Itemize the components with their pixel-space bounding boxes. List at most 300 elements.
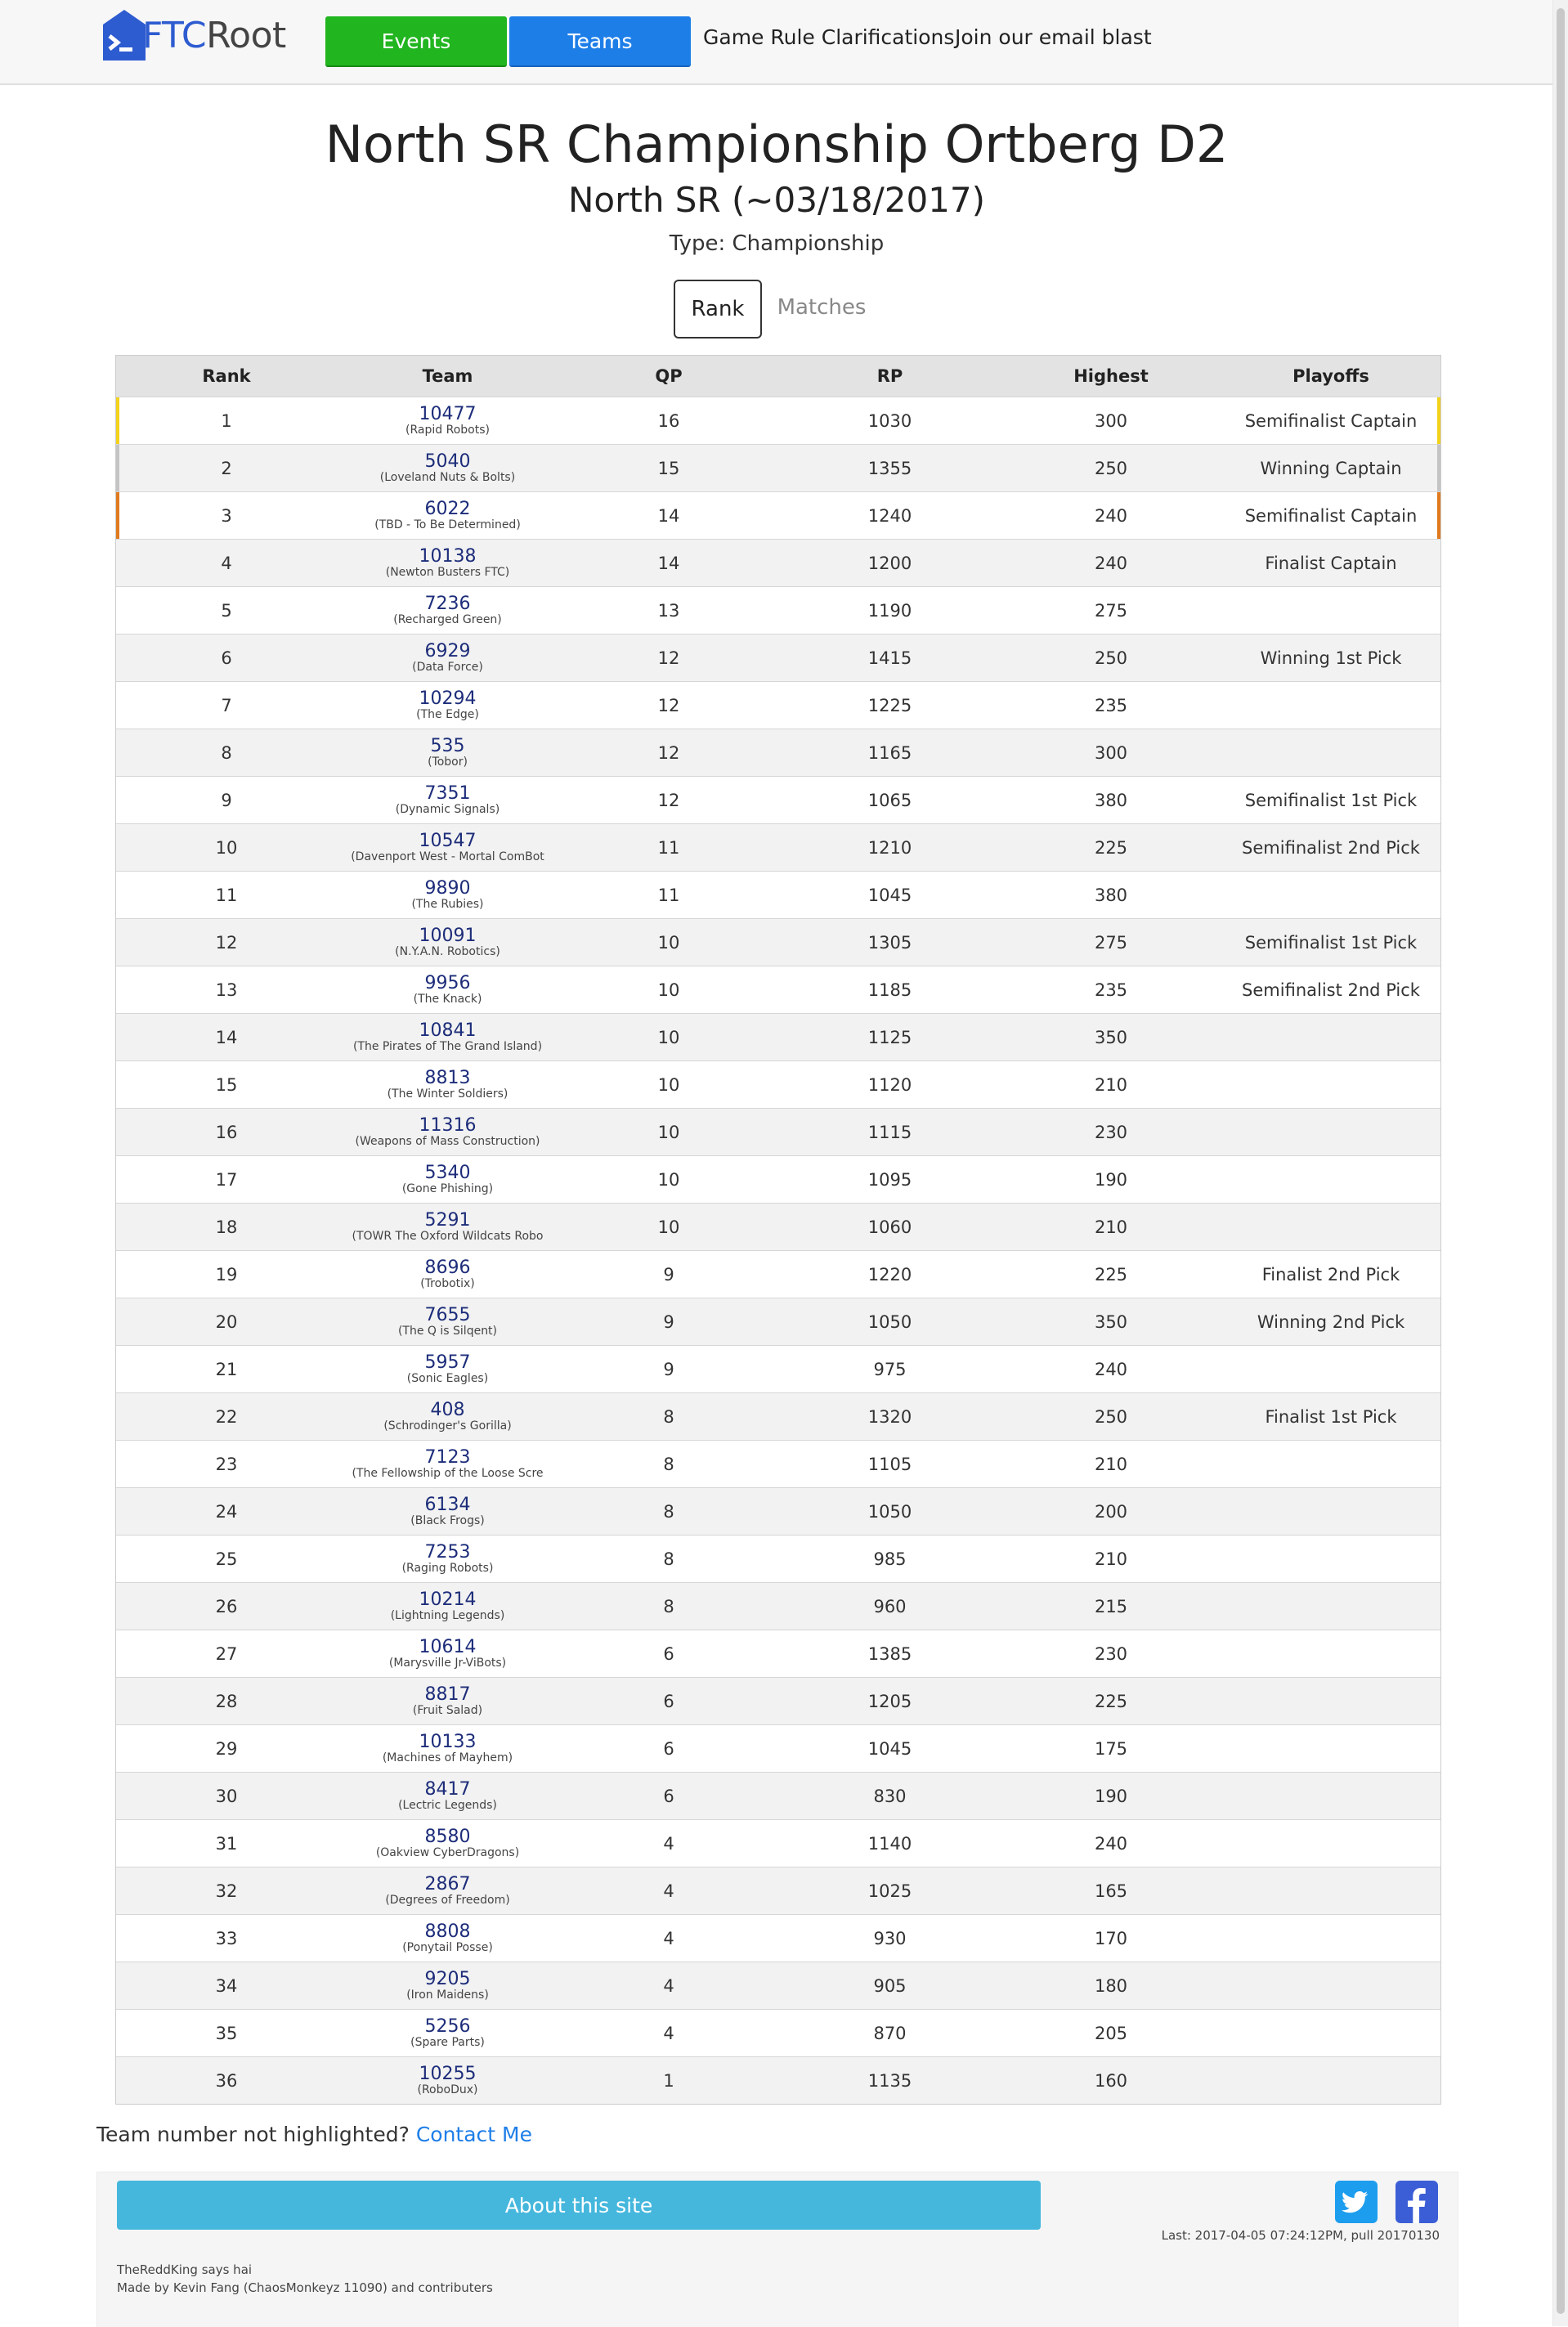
team-name: (Oakview CyberDragons)	[375, 1845, 520, 1859]
team-name: (Rapid Robots)	[405, 423, 490, 437]
highest-cell: 190	[1094, 1169, 1128, 1190]
highest-cell: 210	[1094, 1217, 1128, 1237]
team-number-link[interactable]: 5957	[424, 1353, 471, 1373]
rp-cell: 975	[873, 1359, 907, 1379]
team-name: (The Fellowship of the Loose Scre	[352, 1466, 544, 1480]
rank-cell: 11	[215, 885, 238, 905]
rp-cell: 1050	[867, 1501, 912, 1522]
rp-cell: 1135	[867, 2070, 912, 2091]
rp-cell: 1105	[867, 1454, 912, 1474]
rank-cell: 17	[215, 1169, 238, 1190]
table-row	[116, 1772, 1440, 1819]
rank-cell: 9	[221, 790, 232, 810]
table-body	[116, 397, 1440, 2104]
rp-cell: 985	[873, 1549, 907, 1569]
team-cell	[337, 2018, 558, 2049]
rank-cell: 28	[215, 1691, 238, 1711]
team-name: (Marysville Jr-ViBots)	[388, 1656, 507, 1670]
team-name: (Raging Robots)	[401, 1561, 494, 1575]
highest-cell: 250	[1094, 648, 1128, 668]
rank-cell: 5	[221, 600, 232, 621]
rp-cell: 960	[873, 1596, 907, 1616]
qp-cell: 4	[663, 1833, 674, 1854]
playoffs-cell: Semifinalist 1st Pick	[1244, 932, 1418, 953]
table-row	[116, 1962, 1440, 2009]
highest-cell: 300	[1094, 410, 1128, 431]
table-row	[116, 776, 1440, 823]
highest-cell: 215	[1094, 1596, 1128, 1616]
rank-cell: 23	[215, 1454, 238, 1474]
team-cell	[337, 1069, 558, 1101]
highest-cell: 210	[1094, 1454, 1128, 1474]
qp-cell: 10	[657, 1027, 680, 1047]
team-cell	[337, 1449, 558, 1480]
team-name: (The Rubies)	[411, 897, 484, 911]
highest-cell: 350	[1094, 1311, 1128, 1332]
brand-ftc: FTC	[142, 14, 207, 56]
team-name: (Machines of Mayhem)	[382, 1751, 513, 1764]
playoffs-cell: Winning 2nd Pick	[1257, 1311, 1405, 1332]
team-cell	[337, 1212, 558, 1243]
team-cell	[337, 1923, 558, 1954]
navbar	[0, 0, 1553, 85]
team-number-link[interactable]: 6929	[424, 642, 471, 661]
team-number-link[interactable]: 10614	[419, 1638, 477, 1657]
highest-cell: 210	[1094, 1549, 1128, 1569]
playoffs-cell: Semifinalist Captain	[1244, 505, 1418, 526]
event-title: North SR Championship Ortberg D2	[325, 114, 1229, 174]
table-row	[116, 1582, 1440, 1630]
team-number-link[interactable]: 9205	[424, 1970, 471, 1989]
team-name: (TOWR The Oxford Wildcats Robo	[352, 1229, 544, 1243]
qp-cell: 13	[657, 600, 680, 621]
team-cell	[337, 1022, 558, 1053]
team-name: (Degrees of Freedom)	[385, 1893, 510, 1907]
team-number-link[interactable]: 10214	[419, 1590, 477, 1610]
nav-events-button[interactable]: Events	[325, 16, 507, 67]
qp-cell: 9	[663, 1264, 674, 1285]
team-cell	[337, 1117, 558, 1148]
team-cell	[337, 1354, 558, 1385]
team-number-link[interactable]: 6134	[424, 1495, 471, 1515]
team-name: (Spare Parts)	[410, 2035, 485, 2049]
qp-cell: 6	[663, 1691, 674, 1711]
table-row	[116, 1108, 1440, 1155]
team-name: (The Q is Silqent)	[397, 1324, 498, 1338]
rp-cell: 1220	[867, 1264, 912, 1285]
highlight-note	[96, 2123, 532, 2146]
team-number-link[interactable]: 7655	[424, 1306, 471, 1325]
table-row	[116, 1060, 1440, 1108]
highest-cell: 300	[1094, 742, 1128, 763]
qp-cell: 1	[663, 2070, 674, 2091]
team-cell	[337, 738, 558, 769]
rp-cell: 1240	[867, 505, 912, 526]
qp-cell: 6	[663, 1786, 674, 1806]
qp-cell: 6	[663, 1643, 674, 1664]
highest-cell: 235	[1094, 980, 1128, 1000]
contact-me-link[interactable]: Contact Me	[415, 2123, 532, 2146]
team-cell	[337, 975, 558, 1006]
table-row	[116, 634, 1440, 681]
qp-cell: 14	[657, 505, 680, 526]
tab-matches[interactable]: Matches	[777, 295, 867, 320]
team-cell	[337, 832, 558, 863]
footer-says-text: TheReddKing says hai	[117, 2262, 253, 2277]
table-row	[116, 1819, 1440, 1867]
event-subtitle: North SR (~03/18/2017)	[567, 180, 986, 220]
highest-cell: 170	[1094, 1928, 1128, 1948]
page-scrollbar[interactable]	[1552, 0, 1568, 2326]
table-row	[116, 823, 1440, 871]
team-cell	[337, 406, 558, 437]
facebook-icon[interactable]	[1396, 2181, 1438, 2223]
table-row	[116, 681, 1440, 729]
team-number-link[interactable]: 8817	[424, 1685, 471, 1705]
qp-cell: 12	[657, 695, 680, 715]
event-type: Type: Championship	[669, 231, 885, 256]
nav-game-rules-link[interactable]: Game Rule Clarifications	[703, 25, 955, 49]
rank-cell: 21	[215, 1359, 238, 1379]
team-number-link[interactable]: 8808	[424, 1922, 471, 1942]
highest-cell: 275	[1094, 600, 1128, 621]
table-row	[116, 1155, 1440, 1203]
rank-cell: 14	[215, 1027, 238, 1047]
rp-cell: 1200	[867, 553, 912, 573]
team-number-link[interactable]: 6022	[424, 500, 471, 519]
team-name: (The Knack)	[413, 992, 482, 1006]
team-number-link[interactable]: 7351	[424, 784, 471, 804]
qp-cell: 9	[663, 1359, 674, 1379]
rank-cell: 35	[215, 2023, 238, 2043]
rank-cell: 16	[215, 1122, 238, 1142]
rp-cell: 1065	[867, 790, 912, 810]
qp-cell: 12	[657, 790, 680, 810]
team-cell	[337, 1876, 558, 1907]
team-name: (Iron Maidens)	[406, 1988, 489, 2002]
rank-cell: 2	[221, 458, 232, 478]
header-rank[interactable]: Rank	[202, 366, 251, 386]
team-cell	[337, 1781, 558, 1812]
highest-cell: 175	[1094, 1738, 1128, 1759]
highest-cell: 160	[1094, 2070, 1128, 2091]
team-cell	[337, 1259, 558, 1290]
table-row	[116, 1203, 1440, 1250]
team-number-link[interactable]: 535	[430, 737, 465, 756]
rank-cell: 1	[221, 410, 232, 431]
team-number-link[interactable]: 2867	[424, 1875, 471, 1894]
highest-cell: 205	[1094, 2023, 1128, 2043]
rp-cell: 1060	[867, 1217, 912, 1237]
header-team[interactable]: Team	[422, 366, 473, 386]
qp-cell: 10	[657, 1074, 680, 1095]
highest-cell: 230	[1094, 1643, 1128, 1664]
rank-cell: 20	[215, 1311, 238, 1332]
table-row	[116, 1345, 1440, 1392]
rank-cell: 32	[215, 1881, 238, 1901]
rp-cell: 1185	[867, 980, 912, 1000]
qp-cell: 10	[657, 932, 680, 953]
team-cell	[337, 1401, 558, 1433]
qp-cell: 10	[657, 1217, 680, 1237]
rp-cell: 1025	[867, 1881, 912, 1901]
team-name: (The Edge)	[416, 707, 479, 721]
team-name: (Fruit Salad)	[412, 1703, 483, 1717]
team-cell	[337, 1828, 558, 1859]
rank-cell: 26	[215, 1596, 238, 1616]
qp-cell: 16	[657, 410, 680, 431]
team-number-link[interactable]: 9890	[424, 879, 471, 899]
rp-cell: 870	[873, 2023, 907, 2043]
qp-cell: 11	[657, 837, 680, 858]
facebook-f-icon	[1396, 2181, 1438, 2223]
rank-cell: 10	[215, 837, 238, 858]
rp-cell: 1305	[867, 932, 912, 953]
header-rp[interactable]: RP	[876, 366, 903, 386]
team-number-link[interactable]: 8813	[424, 1069, 471, 1088]
site-name	[142, 15, 286, 56]
table-row	[116, 397, 1440, 444]
highest-cell: 275	[1094, 932, 1128, 953]
team-number-link[interactable]: 9956	[424, 974, 471, 993]
footer-made-by-text: Made by Kevin Fang (ChaosMonkeyz 11090) and contributers	[117, 2280, 493, 2295]
highest-cell: 225	[1094, 1691, 1128, 1711]
team-number-link[interactable]: 408	[430, 1401, 465, 1420]
rank-cell: 8	[221, 742, 232, 763]
rp-cell: 1050	[867, 1311, 912, 1332]
rank-cell: 7	[221, 695, 232, 715]
team-name: (Newton Busters FTC)	[385, 565, 510, 579]
team-number-link[interactable]: 10294	[419, 689, 477, 709]
team-name: (Trobotix)	[420, 1276, 475, 1290]
playoffs-cell: Finalist 1st Pick	[1265, 1406, 1397, 1427]
rank-cell: 13	[215, 980, 238, 1000]
header-playoffs[interactable]: Playoffs	[1292, 366, 1369, 386]
rankings-table	[115, 355, 1441, 2105]
site-logo[interactable]	[101, 7, 286, 64]
rank-cell: 25	[215, 1549, 238, 1569]
rp-cell: 1355	[867, 458, 912, 478]
twitter-icon[interactable]	[1335, 2181, 1378, 2223]
playoffs-cell: Semifinalist 1st Pick	[1244, 790, 1418, 810]
team-cell	[337, 1496, 558, 1527]
team-name: (Tobor)	[428, 755, 468, 769]
team-name: (Dynamic Signals)	[395, 802, 500, 816]
highest-cell: 380	[1094, 885, 1128, 905]
team-cell	[337, 1591, 558, 1622]
ftcroot-logo-icon	[101, 8, 147, 62]
rank-cell: 29	[215, 1738, 238, 1759]
rank-cell: 24	[215, 1501, 238, 1522]
rank-cell: 22	[215, 1406, 238, 1427]
qp-cell: 10	[657, 1122, 680, 1142]
team-number-link[interactable]: 8580	[424, 1827, 471, 1847]
highest-cell: 240	[1094, 505, 1128, 526]
header-qp[interactable]: QP	[655, 366, 683, 386]
team-number-link[interactable]: 10477	[419, 405, 477, 424]
rp-cell: 1205	[867, 1691, 912, 1711]
table-row	[116, 1013, 1440, 1060]
highest-cell: 210	[1094, 1074, 1128, 1095]
nav-email-blast-link[interactable]: Join our email blast	[955, 25, 1152, 49]
team-cell	[337, 1639, 558, 1670]
playoffs-cell: Semifinalist 2nd Pick	[1242, 980, 1420, 1000]
twitter-bird-icon	[1335, 2181, 1378, 2223]
highest-cell: 350	[1094, 1027, 1128, 1047]
table-row	[116, 1677, 1440, 1724]
rp-cell: 1120	[867, 1074, 912, 1095]
qp-cell: 11	[657, 885, 680, 905]
team-cell	[337, 500, 558, 531]
highest-cell: 225	[1094, 837, 1128, 858]
rp-cell: 1045	[867, 1738, 912, 1759]
highest-cell: 180	[1094, 1975, 1128, 1996]
team-number-link[interactable]: 5256	[424, 2017, 471, 2037]
rank-cell: 19	[215, 1264, 238, 1285]
qp-cell: 4	[663, 1975, 674, 1996]
rank-cell: 15	[215, 1074, 238, 1095]
team-cell	[337, 643, 558, 674]
table-header-row	[116, 356, 1440, 397]
qp-cell: 8	[663, 1454, 674, 1474]
team-name: (Sonic Eagles)	[406, 1371, 489, 1385]
rp-cell: 1225	[867, 695, 912, 715]
table-row	[116, 1487, 1440, 1535]
highest-cell: 380	[1094, 790, 1128, 810]
highest-cell: 225	[1094, 1264, 1128, 1285]
team-number-link[interactable]: 10133	[419, 1733, 477, 1752]
team-name: (Loveland Nuts & Bolts)	[379, 470, 516, 484]
team-name: (The Pirates of The Grand Island)	[352, 1039, 543, 1053]
rp-cell: 1210	[867, 837, 912, 858]
team-cell	[337, 548, 558, 579]
table-row	[116, 966, 1440, 1013]
team-number-link[interactable]: 11316	[419, 1116, 477, 1136]
rank-cell: 30	[215, 1786, 238, 1806]
team-number-link[interactable]: 8696	[424, 1258, 471, 1278]
playoffs-cell: Semifinalist Captain	[1244, 410, 1418, 431]
team-number-link[interactable]: 10138	[419, 547, 477, 567]
qp-cell: 4	[663, 2023, 674, 2043]
highest-cell: 240	[1094, 1359, 1128, 1379]
team-number-link[interactable]: 5340	[424, 1164, 471, 1183]
rank-cell: 3	[221, 505, 232, 526]
rp-cell: 1030	[867, 410, 912, 431]
team-number-link[interactable]: 7236	[424, 594, 471, 614]
playoffs-cell: Semifinalist 2nd Pick	[1242, 837, 1420, 858]
team-number-link[interactable]: 10255	[419, 2065, 477, 2084]
rp-cell: 1115	[867, 1122, 912, 1142]
table-row	[116, 491, 1440, 539]
qp-cell: 12	[657, 742, 680, 763]
rp-cell: 1095	[867, 1169, 912, 1190]
table-row	[116, 1914, 1440, 1962]
rank-cell: 31	[215, 1833, 238, 1854]
tab-rank[interactable]: Rank	[674, 280, 762, 339]
highest-cell: 235	[1094, 695, 1128, 715]
rank-cell: 4	[221, 553, 232, 573]
playoffs-cell: Winning 1st Pick	[1260, 648, 1402, 668]
qp-cell: 12	[657, 648, 680, 668]
highest-cell: 240	[1094, 553, 1128, 573]
rp-cell: 1415	[867, 648, 912, 668]
table-row	[116, 444, 1440, 491]
team-name: (Davenport West - Mortal ComBot	[351, 850, 544, 863]
team-name: (Data Force)	[412, 660, 483, 674]
rp-cell: 1385	[867, 1643, 912, 1664]
table-row	[116, 1535, 1440, 1582]
highest-cell: 240	[1094, 1833, 1128, 1854]
team-number-link[interactable]: 10841	[419, 1021, 477, 1041]
qp-cell: 9	[663, 1311, 674, 1332]
about-site-button[interactable]: About this site	[117, 2181, 1041, 2230]
team-cell	[337, 1544, 558, 1575]
highest-cell: 250	[1094, 1406, 1128, 1427]
team-cell	[337, 1307, 558, 1338]
team-number-link[interactable]: 7253	[424, 1543, 471, 1563]
team-number-link[interactable]: 5040	[424, 452, 471, 472]
table-row	[116, 2056, 1440, 2104]
table-row	[116, 1298, 1440, 1345]
qp-cell: 4	[663, 1881, 674, 1901]
team-name: (Schrodinger's Gorilla)	[383, 1419, 512, 1433]
table-row	[116, 1250, 1440, 1298]
rp-cell: 1125	[867, 1027, 912, 1047]
playoffs-cell: Finalist 2nd Pick	[1261, 1264, 1400, 1285]
team-name: (The Winter Soldiers)	[387, 1087, 508, 1101]
playoffs-cell: Finalist Captain	[1265, 553, 1397, 573]
qp-cell: 14	[657, 553, 680, 573]
team-name: (Weapons of Mass Construction)	[355, 1134, 540, 1148]
team-name: (RoboDux)	[417, 2083, 478, 2096]
team-name: (TBD - To Be Determined)	[374, 518, 521, 531]
team-cell	[337, 595, 558, 626]
team-name: (Lightning Legends)	[390, 1608, 505, 1622]
qp-cell: 10	[657, 1169, 680, 1190]
rank-cell: 34	[215, 1975, 238, 1996]
qp-cell: 8	[663, 1406, 674, 1427]
nav-teams-button[interactable]: Teams	[509, 16, 691, 67]
table-row	[116, 586, 1440, 634]
qp-cell: 4	[663, 1928, 674, 1948]
team-number-link[interactable]: 5291	[424, 1211, 471, 1231]
team-cell	[337, 785, 558, 816]
header-highest[interactable]: Highest	[1073, 366, 1149, 386]
team-cell	[337, 2065, 558, 2096]
highest-cell: 190	[1094, 1786, 1128, 1806]
team-cell	[337, 1686, 558, 1717]
footer	[96, 2172, 1458, 2327]
table-row	[116, 1724, 1440, 1772]
table-row	[116, 1440, 1440, 1487]
table-row	[116, 1630, 1440, 1677]
team-number-link[interactable]: 7123	[424, 1448, 471, 1468]
team-cell	[337, 1164, 558, 1195]
qp-cell: 10	[657, 980, 680, 1000]
team-name: (Ponytail Posse)	[402, 1940, 493, 1954]
team-number-link[interactable]: 8417	[424, 1780, 471, 1800]
team-number-link[interactable]: 10547	[419, 832, 477, 851]
brand-root: Root	[206, 14, 286, 56]
team-name: (Gone Phishing)	[401, 1181, 494, 1195]
team-name: (N.Y.A.N. Robotics)	[395, 944, 500, 958]
team-number-link[interactable]: 10091	[419, 926, 477, 946]
highest-cell: 250	[1094, 458, 1128, 478]
highest-cell: 165	[1094, 1881, 1128, 1901]
rp-cell: 830	[873, 1786, 907, 1806]
scrollbar-thumb[interactable]	[1557, 8, 1565, 2314]
rank-cell: 18	[215, 1217, 238, 1237]
